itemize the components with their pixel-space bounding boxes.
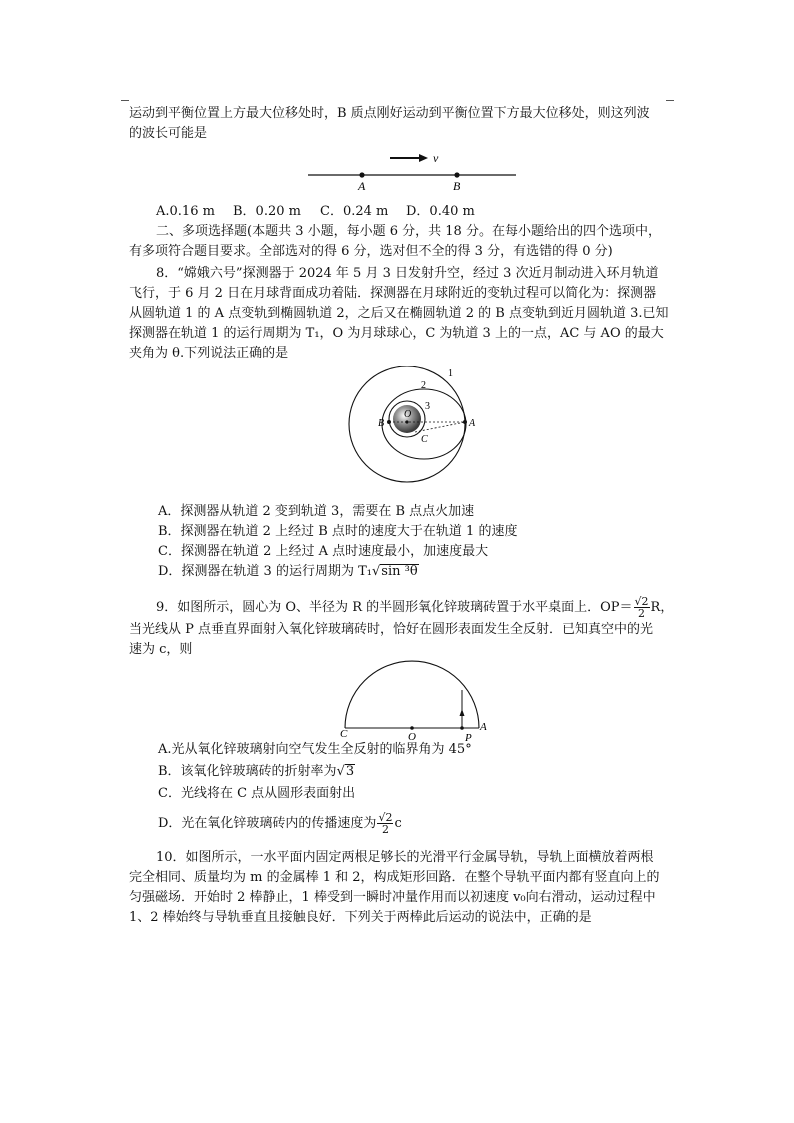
section-heading-line: 二、多项选择题(本题共 3 小题，每小题 6 分，共 18 分。在每小题给出的四个选项中，: [156, 224, 661, 239]
q10-text-line: 完全相同、质量均为 m 的金属棒 1 和 2，构成矩形回路．在整个导轨平面内都有竖直向上的: [129, 870, 660, 885]
q8-text-line: 8．“嫦娥六号”探测器于 2024 年 5 月 3 日发射升空，经过 3 次近月制动进入环月轨道: [156, 266, 659, 281]
section-heading-line: 有多项符合题目要求。全部选对的得 6 分，选对但不全的得 3 分，有选错的得 0 分): [129, 244, 613, 259]
fraction-numerator: √2: [634, 595, 649, 608]
point-b-dot: [387, 420, 391, 424]
radical-sign: √: [371, 564, 381, 579]
q7-option-c: C．0.24 m: [320, 204, 389, 219]
q9-text-post: R，: [650, 600, 674, 615]
point-a-dot: [359, 172, 364, 177]
velocity-arrow-head: [419, 154, 428, 162]
fraction-numerator: √2: [378, 811, 393, 824]
point-a-label: A: [480, 721, 487, 733]
q9-text-line: 当光线从 P 点垂直界面射入氧化锌玻璃砖时，恰好在圆形表面发生全反射．已知真空中的光: [129, 622, 654, 637]
q8-option-c: C．探测器在轨道 2 上经过 A 点时速度最小，加速度最大: [158, 544, 489, 559]
radicand: 3: [345, 764, 355, 779]
point-b-label: B: [378, 418, 385, 429]
point-a-label: A: [358, 179, 366, 193]
fraction: [634, 596, 650, 619]
q9-option-b-text: B．该氧化锌玻璃砖的折射率为: [158, 764, 337, 779]
center-o-label: O: [404, 409, 412, 420]
q8-text-line: 从圆轨道 1 的 A 点变轨到椭圆轨道 2，之后又在椭圆轨道 2 的 B 点变轨到近月圆轨道 3.已知: [129, 306, 669, 321]
orbit-2-label: 2: [421, 380, 426, 391]
point-p-dot: [460, 726, 464, 730]
q9-option-d-suffix: c: [394, 816, 402, 831]
q9-option-d: [158, 812, 698, 835]
q9-option-d-text: D．光在氧化锌玻璃砖内的传播速度为: [158, 816, 377, 831]
q7-option-d: D．0.40 m: [406, 204, 475, 219]
orbit-3-label: 3: [425, 401, 430, 412]
line-ac: [415, 422, 465, 432]
q9-text-pre: 9．如图所示，圆心为 O、半径为 R 的半圆形氧化锌玻璃砖置于水平桌面上．OP＝: [156, 600, 633, 615]
semicircle-figure: [335, 660, 495, 742]
q8-option-d-text: D．探测器在轨道 3 的运行周期为 T₁: [158, 564, 372, 579]
q8-option-a: A．探测器从轨道 2 变到轨道 3，需要在 B 点点火加速: [158, 504, 475, 519]
q9-text-line: [156, 596, 696, 619]
radicand: sin ³θ: [381, 564, 418, 579]
velocity-label: v: [433, 151, 439, 165]
semicircle-arc: [345, 661, 479, 728]
point-c-label: C: [421, 434, 428, 445]
point-b-label: B: [453, 179, 461, 193]
q9-option-a: A.光从氧化锌玻璃射向空气发生全反射的临界角为 45°: [158, 742, 472, 757]
point-o-dot: [405, 420, 408, 423]
orbit-figure: [345, 366, 485, 496]
point-a-label: A: [469, 418, 476, 429]
q9-text-line: 速为 c，则: [129, 642, 193, 657]
point-c-label: C: [340, 728, 348, 740]
q7-text-line: 的波长可能是: [129, 126, 208, 141]
light-ray-arrow: [460, 709, 465, 716]
q8-text-line: 夹角为 θ.下列说法正确的是: [129, 346, 289, 361]
q10-text-line: 1、2 棒始终与导轨垂直且接触良好．下列关于两棒此后运动的说法中，正确的是: [129, 910, 592, 925]
q8-text-line: 探测器在轨道 1 的运行周期为 T₁，O 为月球球心，C 为轨道 3 上的一点，AC 与 AO 的最大: [129, 326, 664, 341]
q8-text-line: 飞行，于 6 月 2 日在月球背面成功着陆．探测器在月球附近的变轨过程可以简化为：探测器: [129, 286, 657, 301]
radical-sign: √: [336, 764, 345, 779]
point-p-label: P: [465, 732, 472, 742]
point-a-dot: [463, 420, 467, 424]
q7-option-b: B．0.20 m: [233, 204, 301, 219]
q9-option-c: C．光线将在 C 点从圆形表面射出: [158, 786, 356, 801]
point-o-label: O: [408, 731, 416, 742]
fraction-denominator: 2: [638, 607, 646, 620]
wave-axis-figure: [300, 148, 520, 194]
q7-text-line: 运动到平衡位置上方最大位移处时，B 质点刚好运动到平衡位置下方最大位移处，则这列波: [129, 106, 650, 121]
point-o-dot: [410, 726, 414, 730]
orbit-1-label: 1: [448, 368, 453, 379]
fraction: [377, 812, 393, 835]
q10-text-line: 10．如图所示，一水平面内固定两根足够长的光滑平行金属导轨，导轨上面横放着两根: [156, 850, 654, 865]
fraction-denominator: 2: [381, 823, 389, 836]
q9-option-b: [158, 762, 698, 782]
point-b-dot: [454, 172, 459, 177]
q8-option-d: [158, 562, 698, 582]
q10-text-line: 匀强磁场．开始时 2 棒静止，1 棒受到一瞬时冲量作用而以初速度 v₀向右滑动，运动过程中: [129, 890, 656, 905]
q8-option-b: B．探测器在轨道 2 上经过 B 点时的速度大于在轨道 1 的速度: [158, 524, 518, 539]
q7-option-a: A.0.16 m: [156, 204, 215, 219]
page-corner-mark-left: [121, 100, 129, 101]
page-corner-mark-right: [666, 100, 674, 101]
